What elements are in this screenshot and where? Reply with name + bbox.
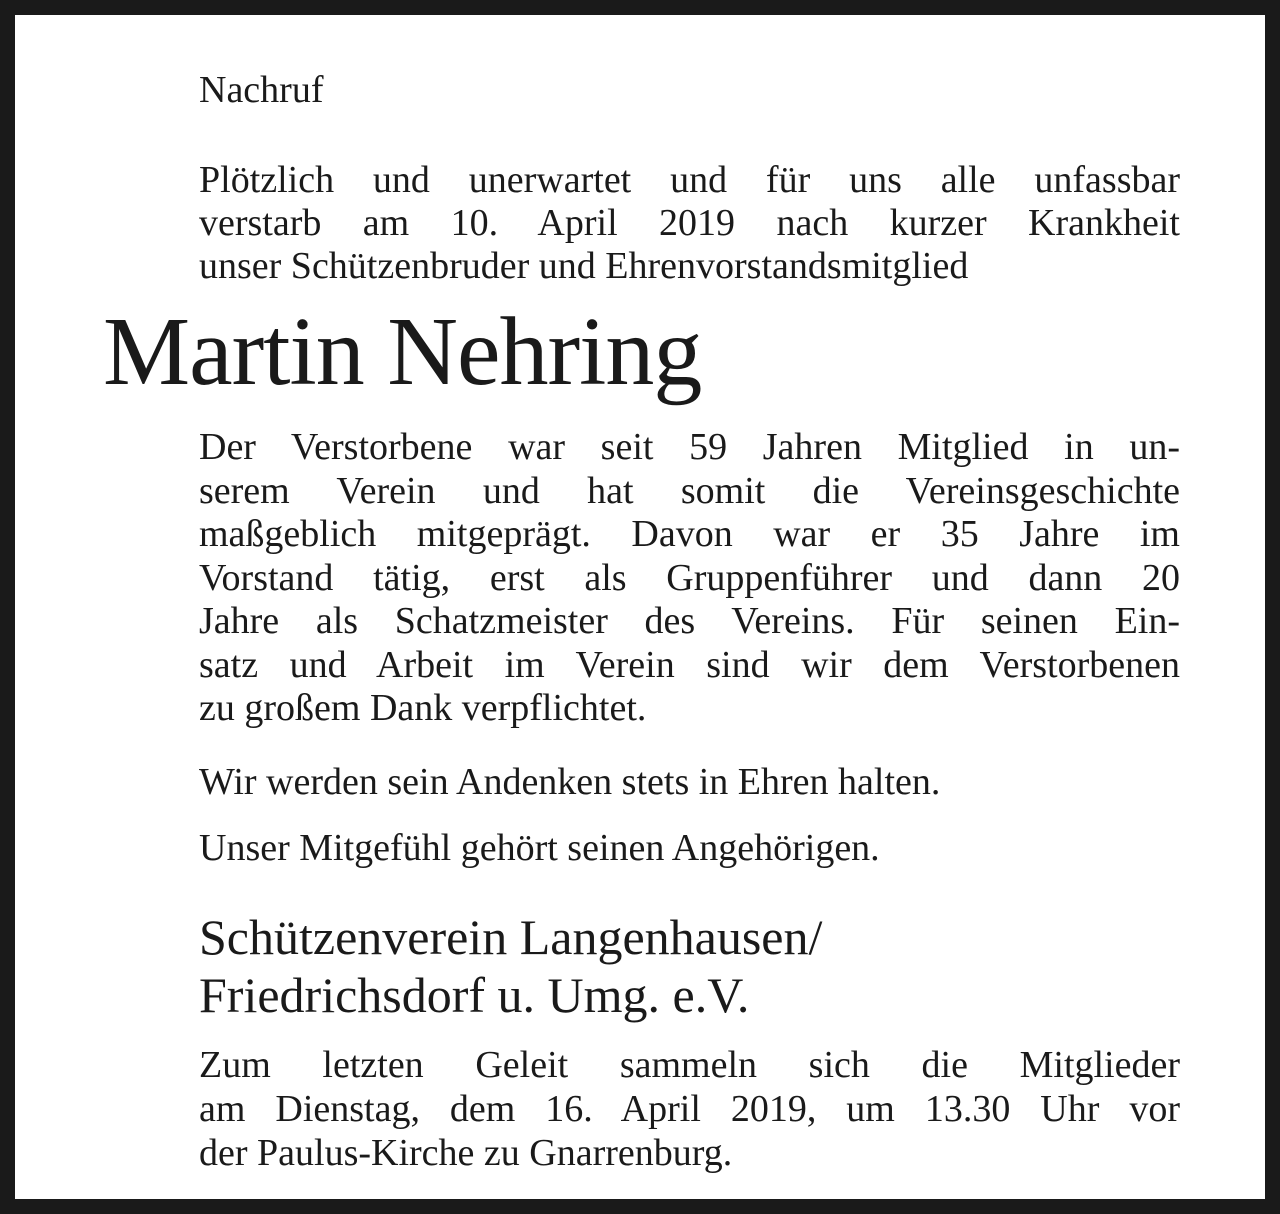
funeral-line: Zum letzten Geleit sammeln sich die Mitglieder — [199, 1044, 1180, 1086]
remembrance-text: Wir werden sein Andenken stets in Ehren halten. — [199, 761, 941, 803]
sympathy-text: Unser Mitgefühl gehört seinen Angehörigen. — [199, 827, 880, 869]
club-name-line: Schützenverein Langenhausen/ — [199, 909, 823, 965]
notice-heading: Nachruf — [199, 69, 324, 111]
club-name-line: Friedrichsdorf u. Umg. e.V. — [199, 967, 750, 1023]
funeral-line: am Dienstag, dem 16. April 2019, um 13.30 Uhr vor — [199, 1088, 1180, 1130]
deceased-name: Martin Nehring — [103, 298, 702, 406]
intro-line: Plötzlich und unerwartet und für uns alle unfassbar — [199, 159, 1180, 201]
intro-line: unser Schützenbruder und Ehrenvorstandsmitglied — [199, 245, 969, 287]
bio-line: maßgeblich mitgeprägt. Davon war er 35 Jahre im — [199, 513, 1180, 555]
intro-line: verstarb am 10. April 2019 nach kurzer Krankheit — [199, 202, 1180, 244]
bio-line: serem Verein und hat somit die Vereinsgeschichte — [199, 469, 1180, 512]
funeral-line: der Paulus-Kirche zu Gnarrenburg. — [199, 1132, 733, 1174]
bio-line: satz und Arbeit im Verein sind wir dem Verstorbenen — [199, 643, 1180, 686]
club-name — [199, 908, 1180, 1024]
bio-line: Der Verstorbene war seit 59 Jahren Mitglied in un- — [199, 426, 1180, 468]
bio-line: Vorstand tätig, erst als Gruppenführer und dann 20 — [199, 556, 1180, 599]
funeral-info — [199, 1043, 1180, 1175]
bio-line: Jahre als Schatzmeister des Vereins. Für seinen Ein- — [199, 600, 1180, 642]
bio-line: zu großem Dank verpflichtet. — [199, 687, 647, 729]
biography-text — [199, 426, 1180, 731]
intro-text — [199, 159, 1180, 288]
